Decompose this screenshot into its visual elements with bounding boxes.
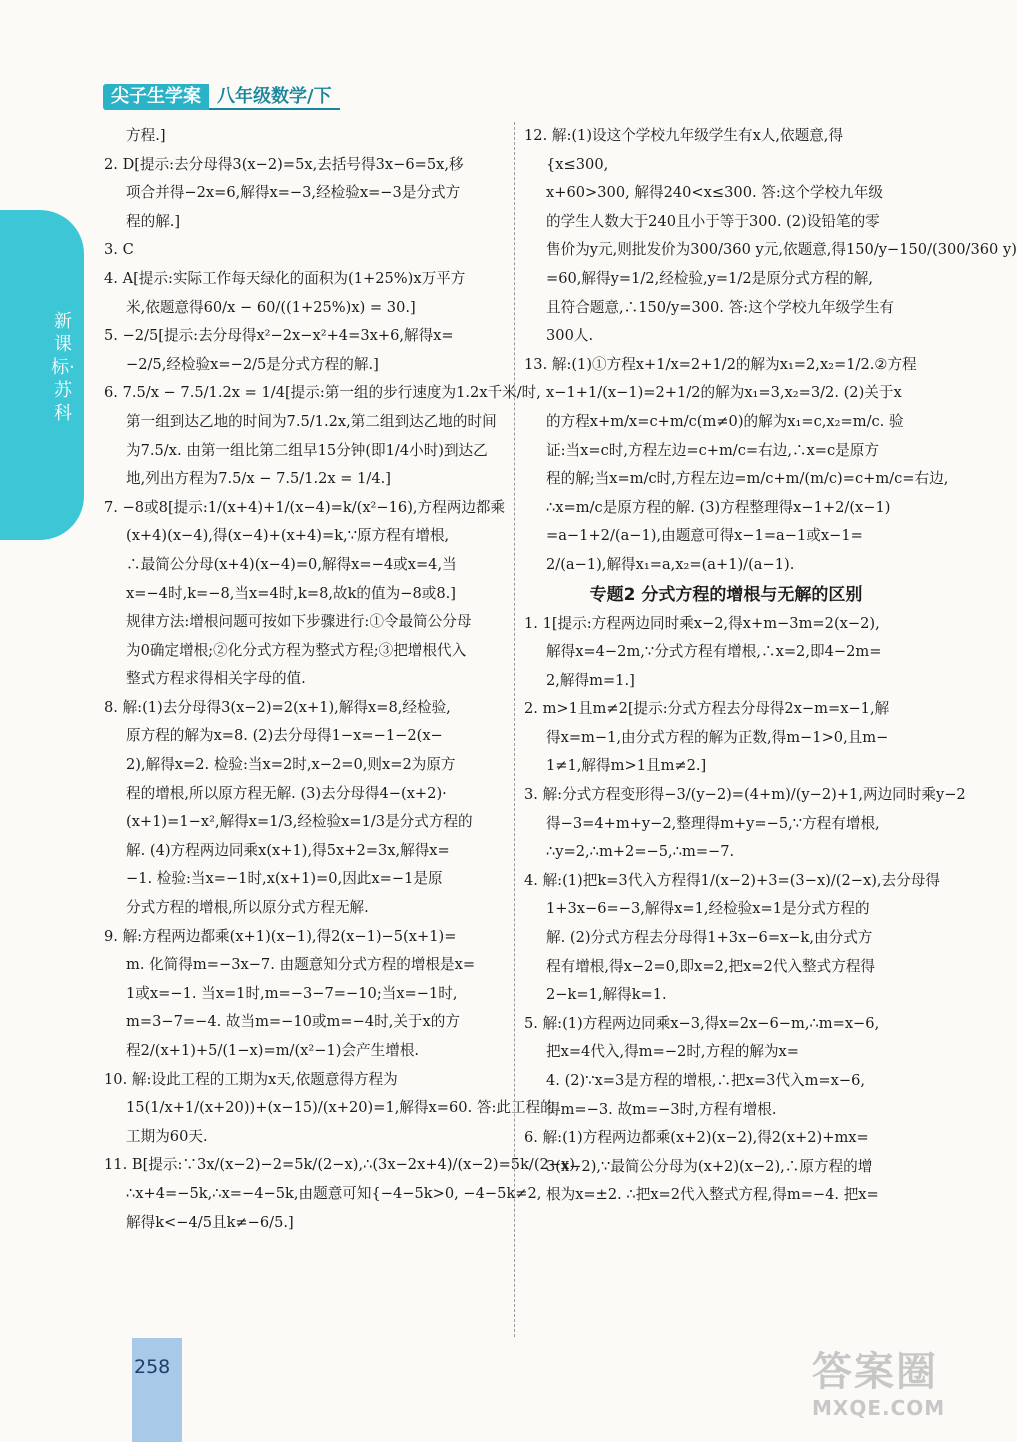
header-book-title: 八年级数学/下: [209, 84, 340, 110]
answer-line: 且符合题意,∴150/y=300. 答:这个学校九年级学生有: [546, 298, 895, 316]
answer-line: x=−4时,k=−8,当x=4时,k=8,故k的值为−8或8.]: [126, 584, 456, 602]
answer-line: 原方程的解为x=8. (2)去分母得1−x=−1−2(x−: [126, 727, 443, 745]
answer-line: 解得x=4−2m,∵分式方程有增根,∴x=2,即4−2m=: [546, 643, 882, 661]
answer-line: ∴y=2,∴m+2=−5,∴m=−7.: [546, 843, 735, 861]
answer-line: 为0确定增根;②化分式方程为整式方程;③把增根代入: [126, 641, 467, 659]
answer-line: ∴最简公分母(x+4)(x−4)=0,解得x=−4或x=4,当: [126, 555, 457, 573]
page-header: [103, 84, 340, 110]
answer-line: 15(1/x+1/(x+20))+(x−15)/(x+20)=1,解得x=60. 答:此工程的: [126, 1099, 555, 1117]
answer-line: 第一组到达乙地的时间为7.5/1.2x,第二组到达乙地的时间: [126, 412, 497, 430]
answer-line: ∴x=m/c是原方程的解. (3)方程整理得x−1+2/(x−1): [546, 498, 891, 516]
answer-line: 9. 解:方程两边都乘(x+1)(x−1),得2(x−1)−5(x+1)=: [104, 927, 457, 945]
answer-line: 得−3=4+m+y−2,整理得m+y=−5,∵方程有增根,: [546, 814, 880, 832]
answer-line: 3. C: [104, 241, 134, 259]
answer-line: 2,解得m=1.]: [546, 671, 635, 689]
watermark: [812, 1348, 988, 1438]
answer-line: m=3−7=−4. 故当m=−10或m=−4时,关于x的方: [126, 1013, 460, 1031]
answer-line: x−1+1/(x−1)=2+1/2的解为x₁=3,x₂=3/2. (2)关于x: [546, 384, 902, 402]
answer-line: 的方程x+m/x=c+m/c(m≠0)的解为x₁=c,x₂=m/c. 验: [546, 412, 904, 430]
answer-line: 13. 解:(1)①方程x+1/x=2+1/2的解为x₁=2,x₂=1/2.②方程: [524, 355, 917, 373]
answer-line: 6. 解:(1)方程两边都乘(x+2)(x−2),得2(x+2)+mx=: [524, 1129, 869, 1147]
answer-line: 方程.]: [126, 127, 166, 144]
answer-line: 整式方程求得相关字母的值.: [126, 670, 306, 688]
answer-line: 2. D[提示:去分母得3(x−2)=5x,去括号得3x−6=5x,移: [104, 155, 464, 173]
answer-line: 程有增根,得x−2=0,即x=2,把x=2代入整式方程得: [546, 957, 875, 975]
answer-line: 证:当x=c时,方程左边=c+m/c=右边,∴x=c是原方: [546, 441, 879, 459]
side-tab-label: 新课标·苏科: [51, 311, 75, 424]
answer-line: 10. 解:设此工程的工期为x天,依题意得方程为: [104, 1070, 398, 1088]
answer-line: 解. (2)分式方程去分母得1+3x−6=x−k,由分式方: [546, 929, 873, 947]
answer-line: 2. m>1且m≠2[提示:分式方程去分母得2x−m=x−1,解: [524, 700, 890, 718]
answer-line: 2),解得x=2. 检验:当x=2时,x−2=0,则x=2为原方: [126, 756, 456, 774]
answer-line: 3(x−2),∵最简公分母为(x+2)(x−2),∴原方程的增: [546, 1157, 873, 1175]
answer-line: 根为x=±2. ∴把x=2代入整式方程,得m=−4. 把x=: [546, 1186, 879, 1204]
watermark-sub: MXQE.COM: [812, 1396, 946, 1420]
header-brand: 尖子生学案: [103, 84, 209, 110]
right-answer-column: [524, 122, 1017, 1210]
answer-line: 2/(a−1),解得x₁=a,x₂=(a+1)/(a−1).: [546, 555, 795, 573]
answer-line: 8. 解:(1)去分母得3(x−2)=2(x+1),解得x=8,经检验,: [104, 698, 451, 716]
answer-line: 解得k<−4/5且k≠−6/5.]: [126, 1213, 294, 1231]
answer-line: 4. (2)∵x=3是方程的增根,∴把x=3代入m=x−6,: [546, 1072, 866, 1089]
section-title: 专题2 分式方程的增根与无解的区别: [589, 584, 863, 605]
answer-line: 项合并得−2x=6,解得x=−3,经检验x=−3是分式方: [126, 184, 461, 202]
answer-line: 1. 1[提示:方程两边同时乘x−2,得x+m−3m=2(x−2),: [524, 614, 880, 632]
answer-line: 程的解;当x=m/c时,方程左边=m/c+m/(m/c)=c+m/c=右边,: [546, 470, 949, 488]
answer-line: 5. 解:(1)方程两边同乘x−3,得x=2x−6−m,∴m=x−6,: [524, 1014, 880, 1032]
answer-line: 工期为60天.: [126, 1127, 208, 1145]
answer-line: 300人.: [546, 327, 594, 345]
page-number: 258: [134, 1356, 171, 1378]
answer-line: (x+4)(x−4),得(x−4)+(x+4)=k,∵原方程有增根,: [126, 527, 450, 545]
answer-line: {x≤300,: [546, 155, 609, 173]
answer-line: 把x=4代入,得m=−2时,方程的解为x=: [546, 1043, 799, 1061]
answer-line: 地,列出方程为7.5/x − 7.5/1.2x = 1/4.]: [126, 470, 391, 488]
answer-line: (x+1)=1−x²,解得x=1/3,经检验x=1/3是分式方程的: [126, 813, 473, 831]
answer-line: 6. 7.5/x − 7.5/1.2x = 1/4[提示:第一组的步行速度为1.2x千米/时,: [104, 384, 541, 402]
answer-line: 的学生人数大于240且小于等于300. (2)设铅笔的零: [546, 212, 880, 230]
answer-line: 米,依题意得60/x − 60/((1+25%)x) = 30.]: [126, 298, 416, 316]
answer-line: 4. A[提示:实际工作每天绿化的面积为(1+25%)x万平方: [104, 269, 466, 287]
answer-line: 3. 解:分式方程变形得−3/(y−2)=(4+m)/(y−2)+1,两边同时乘y−2: [524, 786, 966, 804]
answer-line: =60,解得y=1/2,经检验,y=1/2是原分式方程的解,: [546, 269, 873, 287]
answer-line: 4. 解:(1)把k=3代入方程得1/(x−2)+3=(3−x)/(2−x),去分母得: [524, 871, 940, 889]
column-divider: [514, 122, 515, 1337]
answer-line: 规律方法:增根问题可按如下步骤进行:①令最简公分母: [126, 613, 472, 631]
answer-line: ∴x+4=−5k,∴x=−4−5k,由题意可知{−4−5k>0, −4−5k≠2,: [126, 1184, 542, 1202]
answer-line: 2−k=1,解得k=1.: [546, 986, 667, 1004]
answer-line: 1或x=−1. 当x=1时,m=−3−7=−10;当x=−1时,: [126, 984, 458, 1002]
answer-line: 为7.5/x. 由第一组比第二组早15分钟(即1/4小时)到达乙: [126, 441, 488, 459]
page-number-tab: [132, 1338, 182, 1442]
answer-line: =a−1+2/(a−1),由题意可得x−1=a−1或x−1=: [546, 527, 863, 545]
watermark-main: 答案圈: [812, 1349, 938, 1395]
answer-line: 程2/(x+1)+5/(1−x)=m/(x²−1)会产生增根.: [126, 1042, 420, 1059]
answer-line: m. 化简得m=−3x−7. 由题意知分式方程的增根是x=: [126, 956, 476, 974]
answer-line: 得m=−3. 故m=−3时,方程有增根.: [546, 1100, 777, 1118]
answer-line: −2/5,经检验x=−2/5是分式方程的解.]: [126, 355, 379, 373]
answer-line: x+60>300, 解得240<x≤300. 答:这个学校九年级: [546, 184, 883, 202]
answer-line: 得x=m−1,由分式方程的解为正数,得m−1>0,且m−: [546, 728, 889, 746]
answer-line: 售价为y元,则批发价为300/360 y元,依题意,得150/y−150/(300/360 y): [546, 241, 1017, 259]
answer-line: 程的增根,所以原方程无解. (3)去分母得4−(x+2)·: [126, 784, 447, 802]
answer-line: 1+3x−6=−3,解得x=1,经检验x=1是分式方程的: [546, 900, 870, 918]
answer-line: 解. (4)方程两边同乘x(x+1),得5x+2=3x,解得x=: [126, 841, 450, 859]
answer-line: 分式方程的增根,所以原分式方程无解.: [126, 899, 369, 917]
answer-line: 11. B[提示:∵3x/(x−2)−2=5k/(2−x),∴(3x−2x+4)/(x−2)=5k/(2−x),: [104, 1156, 580, 1174]
answer-line: −1. 检验:当x=−1时,x(x+1)=0,因此x=−1是原: [126, 870, 443, 888]
answer-line: 12. 解:(1)设这个学校九年级学生有x人,依题意,得: [524, 127, 844, 144]
answer-line: 程的解.]: [126, 212, 181, 230]
answer-line: 7. −8或8[提示:1/(x+4)+1/(x−4)=k/(x²−16),方程两边都乘: [104, 498, 506, 516]
answer-line: 5. −2/5[提示:去分母得x²−2x−x²+4=3x+6,解得x=: [104, 327, 454, 345]
answer-line: 1≠1,解得m>1且m≠2.]: [546, 757, 707, 775]
